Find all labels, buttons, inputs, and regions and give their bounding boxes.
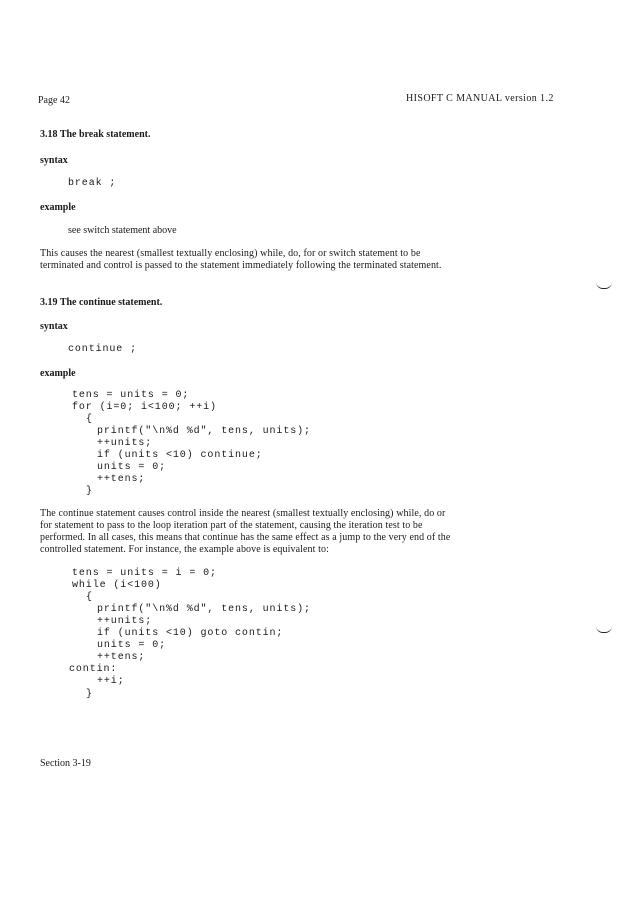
code-line: } — [86, 689, 93, 700]
example-label-3-18: example — [40, 202, 76, 213]
code-line: printf("\n%d %d", tens, units); — [97, 426, 311, 437]
para-line: for statement to pass to the loop iteration part of the statement, causing the iteration test to be — [40, 520, 423, 531]
syntax-code-break: break ; — [68, 178, 117, 189]
section-3-19-heading: 3.19 The continue statement. — [40, 297, 163, 308]
example-text-3-18: see switch statement above — [68, 225, 177, 236]
para-line: terminated and control is passed to the statement immediately following the terminated statement. — [40, 260, 442, 271]
code-line: ++i; — [97, 676, 125, 687]
para-line: The continue statement causes control inside the nearest (smallest textually enclosing) while, do or — [40, 508, 446, 519]
page-number: Page 42 — [38, 95, 70, 106]
example-label-3-19: example — [40, 368, 76, 379]
code-line: if (units <10) continue; — [97, 450, 263, 461]
syntax-code-continue: continue ; — [68, 344, 138, 355]
code-line: ++units; — [97, 616, 153, 627]
code-line: ++tens; — [97, 652, 146, 663]
code-line: for (i=0; i<100; ++i) — [72, 402, 217, 413]
code-line: ++tens; — [97, 474, 146, 485]
code-line: { — [86, 414, 93, 425]
code-line: tens = units = i = 0; — [72, 568, 217, 579]
code-line: if (units <10) goto contin; — [97, 628, 284, 639]
binder-hole-mark — [596, 626, 612, 633]
para-line: performed. In all cases, this means that continue has the same effect as a jump to the very end of the — [40, 532, 451, 543]
code-line: printf("\n%d %d", tens, units); — [97, 604, 311, 615]
section-3-18-heading: 3.18 The break statement. — [40, 129, 151, 140]
code-line: ++units; — [97, 438, 153, 449]
manual-title: HISOFT C MANUAL version 1.2 — [406, 93, 554, 104]
binder-hole-mark — [596, 282, 612, 289]
syntax-label-3-19: syntax — [40, 321, 68, 332]
para-line: This causes the nearest (smallest textually enclosing) while, do, for or switch statement to be — [40, 248, 421, 259]
para-line: controlled statement. For instance, the example above is equivalent to: — [40, 544, 329, 555]
code-line: tens = units = 0; — [72, 390, 190, 401]
code-line: while (i<100) — [72, 580, 162, 591]
code-line: units = 0; — [97, 462, 167, 473]
syntax-label-3-18: syntax — [40, 155, 68, 166]
code-line: units = 0; — [97, 640, 167, 651]
footer-section: Section 3-19 — [40, 758, 91, 769]
code-line: } — [86, 486, 93, 497]
code-line: { — [86, 592, 93, 603]
code-line: contin: — [69, 664, 118, 675]
